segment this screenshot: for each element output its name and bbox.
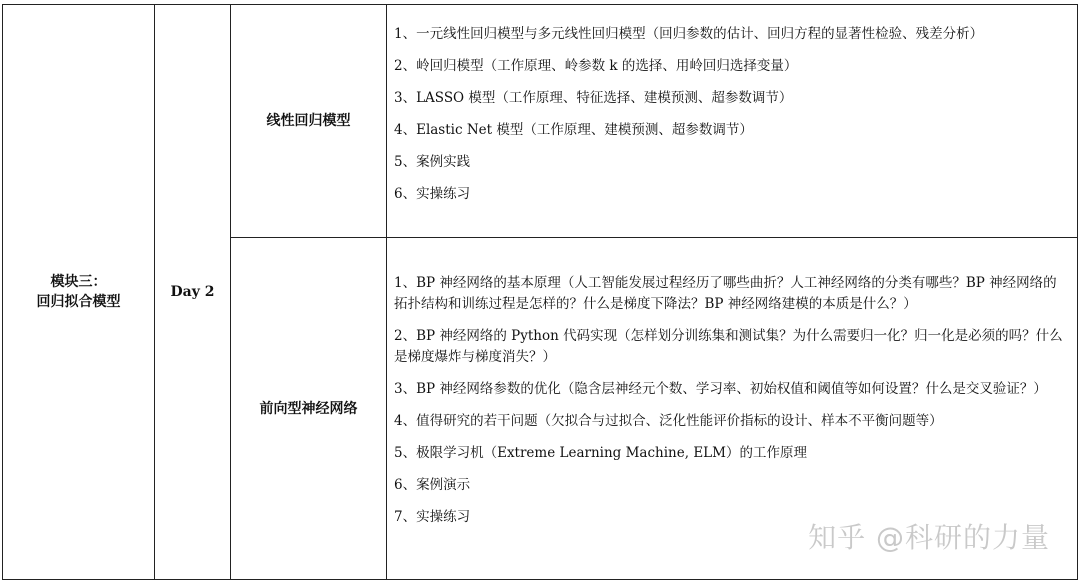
list-item: 4、值得研究的若干问题（欠拟合与过拟合、泛化性能评价指标的设计、样本不平衡问题等） <box>394 413 943 429</box>
list-item: 7、实操练习 <box>394 509 471 525</box>
day-label: Day 2 <box>170 284 215 300</box>
watermark: 知乎 @科研的力量 <box>808 521 1050 554</box>
section-linear-items <box>394 24 1069 205</box>
list-item: 1、BP 神经网络的基本原理（人工智能发展过程经历了哪些曲折？人工神经网络的分类有哪些？BP 神经网络的拓扑结构和训练过程是怎样的？什么是梯度下降法？BP 神经网络建模的本质是什么？） <box>394 275 1057 312</box>
course-table <box>2 4 1078 580</box>
section-title-feedforward: 前向型神经网络 <box>259 400 358 417</box>
list-item: 4、Elastic Net 模型（工作原理、建模预测、超参数调节） <box>394 122 753 138</box>
list-item: 3、BP 神经网络参数的优化（隐含层神经元个数、学习率、初始权值和阈值等如何设置？什么是交叉验证？） <box>394 381 1047 397</box>
list-item: 6、实操练习 <box>394 186 471 202</box>
module-cell <box>3 5 154 579</box>
list-item: 2、岭回归模型（工作原理、岭参数 k 的选择、用岭回归选择变量） <box>394 58 798 74</box>
list-item: 3、LASSO 模型（工作原理、特征选择、建模预测、超参数调节） <box>394 90 793 106</box>
module-line2: 回归拟合模型 <box>36 294 121 310</box>
list-item: 6、案例演示 <box>394 477 471 493</box>
list-item: 5、案例实践 <box>394 154 471 170</box>
list-item: 5、极限学习机（Extreme Learning Machine, ELM）的工作原理 <box>394 445 807 461</box>
module-line1: 模块三： <box>50 274 107 290</box>
list-item: 2、BP 神经网络的 Python 代码实现（怎样划分训练集和测试集？为什么需要归一化？归一化是必须的吗？什么是梯度爆炸与梯度消失？） <box>394 328 1063 365</box>
list-item: 1、一元线性回归模型与多元线性回归模型（回归参数的估计、回归方程的显著性检验、残差分析） <box>394 26 984 42</box>
day-cell <box>155 5 230 579</box>
section-title-linear: 线性回归模型 <box>266 113 351 129</box>
col-divider-3 <box>386 5 387 579</box>
section-feedforward-items <box>394 273 1069 528</box>
